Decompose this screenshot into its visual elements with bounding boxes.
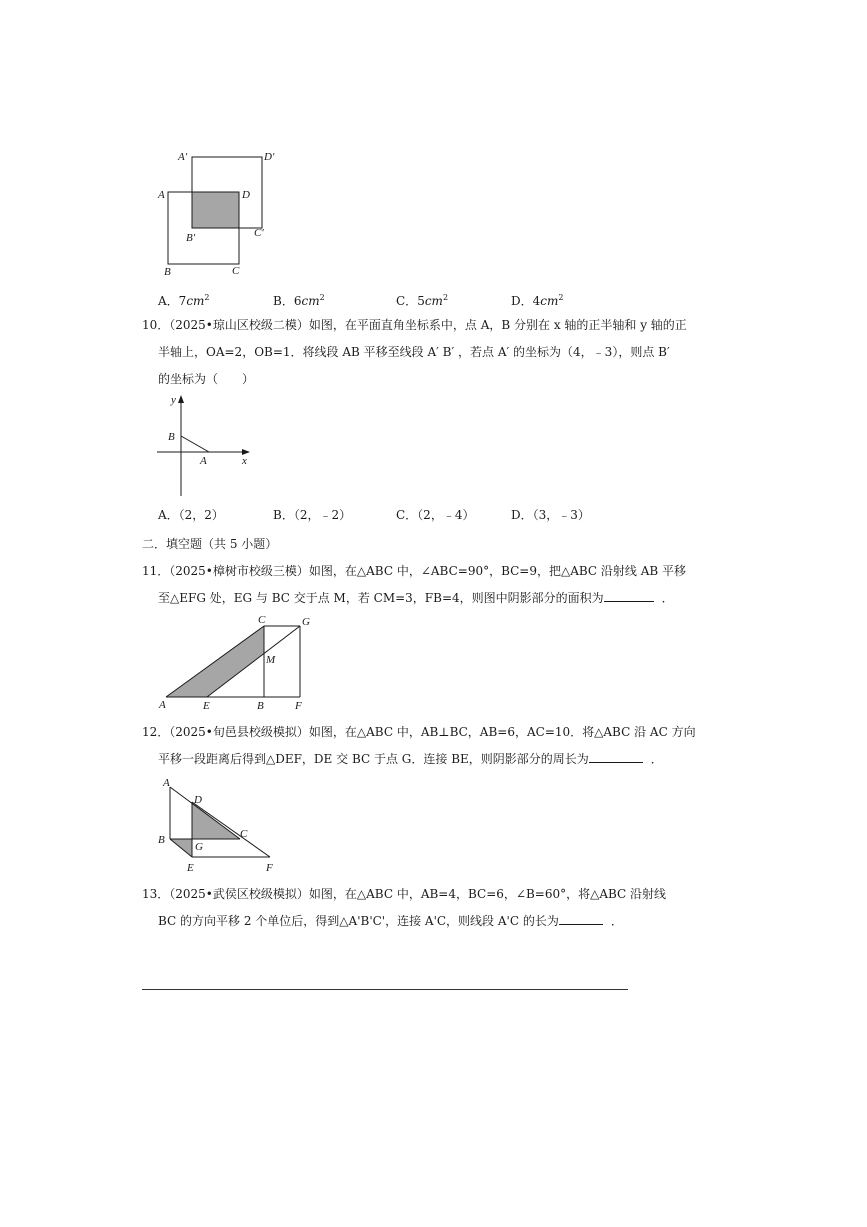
q13-answer-blank[interactable] (559, 924, 603, 925)
q9-option-c: C．$5cm^2$ (396, 293, 449, 308)
label-c-prime: C′ (254, 227, 264, 239)
q9-figure (150, 145, 280, 284)
label-e: E (203, 700, 210, 712)
q13-line-1: 13．（2025•武侯区校级模拟）如图，在△ABC 中，AB=4，BC=6，∠B=60°，将△ABC 沿射线 (142, 887, 667, 901)
label-d: D (194, 794, 202, 806)
label-y: y (171, 394, 176, 406)
label-m: M (266, 654, 276, 666)
shaded-overlap (192, 192, 239, 228)
label-e: E (187, 862, 194, 874)
q10-option-c: C．（2，﹣4） (396, 508, 475, 522)
q11-answer-blank[interactable] (604, 601, 654, 602)
label-c: C (232, 265, 240, 277)
q11-figure (155, 612, 325, 716)
label-c: C (240, 828, 248, 840)
q12-figure (152, 775, 282, 879)
label-a: A (159, 699, 166, 711)
q10-coordinate-figure (150, 392, 260, 504)
label-f: F (266, 862, 273, 874)
section-2-title: 二．填空题（共 5 小题） (142, 537, 278, 551)
q11-line-2: 至△EFG 处，EG 与 BC 交于点 M，若 CM=3，FB=4，则图中阴影部分的面积为 ． (158, 591, 674, 605)
label-f: F (295, 700, 302, 712)
q12-line-2: 平移一段距离后得到△DEF，DE 交 BC 于点 G．连接 BE，则阴影部分的周长为 ． (158, 752, 663, 766)
label-d-prime: D′ (264, 151, 275, 163)
label-d: D (242, 189, 250, 201)
q10-line-3: 的坐标为（ ） (158, 372, 255, 386)
label-b: B (257, 700, 264, 712)
footer-divider (142, 989, 628, 990)
q11-line-1: 11．（2025•樟树市校级三模）如图，在△ABC 中，∠ABC=90°，BC=9，把△ABC 沿射线 AB 平移 (142, 564, 687, 578)
q9-option-d: D．$4cm^2$ (511, 293, 564, 308)
label-a: A (163, 777, 170, 789)
label-x: x (242, 455, 247, 467)
label-g: G (195, 841, 203, 853)
label-b: B (164, 266, 171, 278)
q10-line-2: 半轴上，OA=2，OB=1．将线段 AB 平移至线段 A′ B′ ，若点 A′ 的坐标为（4，﹣3），则点 B′ (158, 345, 670, 359)
q10-line-1: 10．（2025•琼山区校级二模）如图，在平面直角坐标系中，点 A，B 分别在 x 轴的正半轴和 y 轴的正 (142, 318, 687, 332)
y-axis-arrow (178, 395, 184, 403)
q9-option-b: B．$6cm^2$ (273, 293, 325, 308)
q9-option-a: A．$7cm^2$ (158, 293, 210, 308)
q10-option-a: A．（2，2） (158, 508, 224, 522)
segment-ab (181, 436, 209, 452)
label-c: C (258, 614, 266, 626)
label-a: A (158, 189, 165, 201)
q10-option-b: B．（2，﹣2） (273, 508, 352, 522)
q12-line-1: 12．（2025•旬邑县校级模拟）如图，在△ABC 中，AB⊥BC，AB=6，AC=10．将△ABC 沿 AC 方向 (142, 725, 696, 739)
label-g: G (302, 616, 310, 628)
label-b: B (158, 834, 165, 846)
label-a-prime: A′ (178, 151, 188, 163)
q10-option-d: D．（3，﹣3） (511, 508, 590, 522)
label-a: A (200, 455, 207, 467)
label-b-prime: B′ (186, 232, 196, 244)
label-b: B (168, 431, 175, 443)
q13-line-2: BC 的方向平移 2 个单位后，得到△A'B'C'，连接 A'C，则线段 A'C 的长为 ． (158, 914, 623, 928)
q12-answer-blank[interactable] (589, 762, 643, 763)
